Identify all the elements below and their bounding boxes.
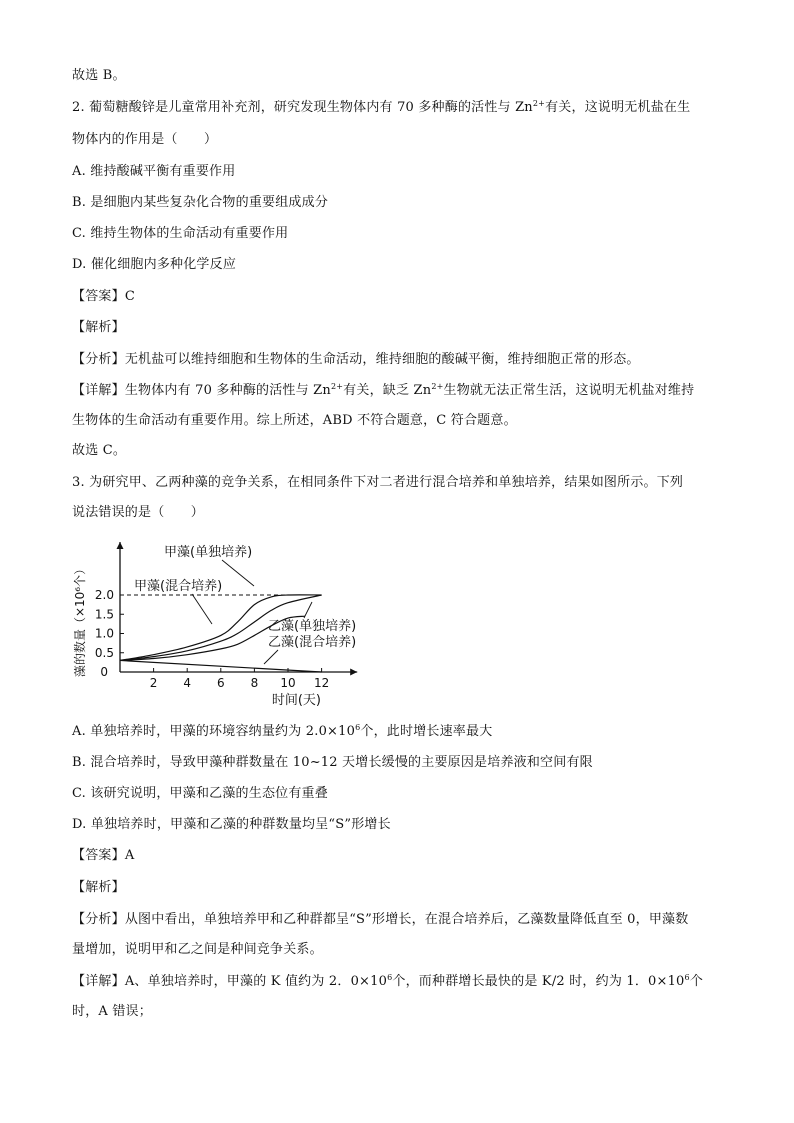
xiangjie-text: A、单独培养时，甲藻的 K 值约为 2．0×10	[124, 974, 388, 989]
fenxi-text: 从图中看出，单独培养甲和乙种群都呈“S”形增长，在混合培养后，乙藻数量降低直至 0，甲藻数	[124, 912, 689, 927]
q2-option-d: D. 催化细胞内多种化学反应	[72, 257, 237, 272]
label-yi-single: 乙藻(单独培养)	[268, 619, 357, 634]
q2-xiangjie-line1	[72, 381, 732, 401]
q3-stem-line2: 说法错误的是（ ）	[72, 505, 205, 520]
label-jia-single: 甲藻(单独培养)	[164, 545, 253, 560]
q2-option-c: C. 维持生物体的生命活动有重要作用	[72, 226, 289, 241]
x-tick-label: 6	[216, 676, 225, 690]
q3-answer	[72, 846, 732, 866]
answer-label: 【答案】	[72, 848, 125, 863]
xiangjie-text: 个，而种群增长最快的是 K/2 时，约为 1．0×10	[392, 974, 685, 989]
q2-analysis-label: 【解析】	[72, 320, 125, 335]
q3-option-a	[72, 722, 732, 742]
x-tick-label: 8	[250, 676, 259, 690]
xiangjie-text: 生物就无法正常生活，这说明无机盐对维持	[443, 383, 695, 398]
xiangjie-label: 【详解】	[72, 383, 125, 398]
q2-answer	[72, 287, 732, 307]
q2-conclusion: 故选 C。	[72, 443, 127, 458]
q2-stem-text: 有关，这说明无机盐在生	[545, 100, 691, 115]
q3-xiangjie-line1	[72, 972, 732, 992]
fenxi-text: 无机盐可以维持细胞和生物体的生命活动，维持细胞的酸碱平衡，维持细胞正常的形态。	[124, 352, 640, 367]
q2-fenxi	[72, 350, 732, 370]
label-yi-single-leader	[304, 602, 312, 618]
y-tick-label: 0.5	[94, 645, 114, 660]
option-text: A. 单独培养时，甲藻的环境容纳量约为 2.0×10	[72, 724, 356, 739]
exponent: 6	[387, 973, 393, 982]
answer-value: A	[124, 848, 135, 863]
xiangjie-text: 个	[689, 974, 704, 989]
population-chart	[72, 538, 372, 710]
q3-option-c: C. 该研究说明，甲藻和乙藻的生态位有重叠	[72, 786, 328, 801]
q1-conclusion: 故选 B。	[72, 68, 126, 83]
q2-stem-line1	[72, 98, 732, 118]
y-tick-label: 2.0	[94, 588, 114, 602]
x-tick-label: 2	[149, 676, 158, 690]
y-tick-label: 1.5	[94, 607, 114, 622]
exponent: 6	[355, 723, 361, 732]
option-text: 个，此时增长速率最大	[360, 724, 493, 739]
answer-label: 【答案】	[72, 289, 125, 304]
q3-xiangjie-line2: 时，A 错误；	[72, 1004, 152, 1019]
zn-charge: 2+	[431, 382, 444, 391]
q3-stem-line1: 3. 为研究甲、乙两种藻的竞争关系，在相同条件下对二者进行混合培养和单独培养，结果如图所示。下列	[72, 475, 684, 490]
q3-fenxi-line1	[72, 910, 732, 930]
chart-axes	[95, 542, 357, 690]
q2-option-a: A. 维持酸碱平衡有重要作用	[72, 164, 236, 179]
answer-value: C	[124, 289, 135, 304]
q2-option-b: B. 是细胞内某些复杂化合物的重要组成成分	[72, 195, 329, 210]
zn-charge: 2+	[532, 99, 546, 108]
q3-fenxi-line2: 量增加，说明甲和乙之间是种间竞争关系。	[72, 942, 323, 957]
y-tick-label: 1.0	[94, 626, 114, 641]
x-axis-label: 时间(天)	[271, 693, 321, 708]
x-tick-label: 10	[280, 676, 296, 690]
y-axis-arrow	[117, 542, 124, 549]
label-jia-single-leader	[222, 560, 254, 586]
fenxi-label: 【分析】	[72, 912, 125, 927]
x-tick-label: 4	[183, 676, 192, 690]
zn-charge: 2+	[330, 382, 344, 391]
q2-xiangjie-line2: 生物体的生命活动有重要作用。综上所述，ABD 不符合题意，C 符合题意。	[72, 413, 517, 428]
exponent: 6	[684, 973, 690, 982]
label-yi-mixed: 乙藻(混合培养)	[268, 635, 357, 650]
q3-option-d: D. 单独培养时，甲藻和乙藻的种群数量均呈“S”形增长	[72, 817, 391, 832]
x-tick-label: 12	[313, 676, 330, 690]
q3-analysis-label: 【解析】	[72, 880, 125, 895]
xiangjie-text: 生物体内有 70 多种酶的活性与 Zn	[124, 383, 331, 398]
y-tick-label: 0	[100, 665, 108, 679]
q2-stem-line2: 物体内的作用是（ ）	[72, 132, 218, 147]
xiangjie-label: 【详解】	[72, 974, 125, 989]
xiangjie-text: 有关，缺乏 Zn	[343, 383, 432, 398]
label-jia-mixed-leader	[192, 594, 212, 624]
x-axis-arrow	[350, 669, 357, 676]
q2-stem-text: 2. 葡萄糖酸锌是儿童常用补充剂，研究发现生物体内有 70 多种酶的活性与 Zn	[72, 100, 533, 115]
y-axis-label: 藻的数量（×10⁶个）	[73, 562, 87, 678]
label-yi-mixed-leader	[264, 650, 278, 664]
q3-option-b: B. 混合培养时，导致甲藻种群数量在 10~12 天增长缓慢的主要原因是培养液和空间有限	[72, 755, 593, 770]
fenxi-label: 【分析】	[72, 352, 125, 367]
label-jia-mixed: 甲藻(混合培养)	[134, 579, 223, 594]
